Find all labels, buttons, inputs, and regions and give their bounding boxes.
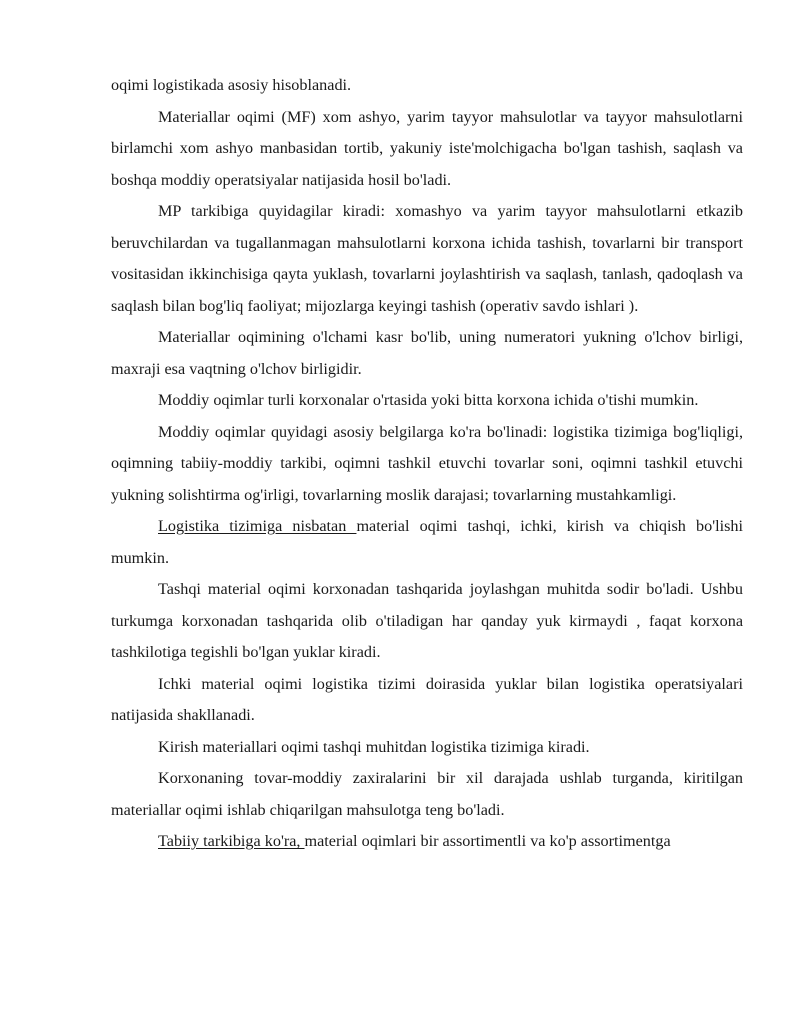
paragraph-10: Kirish materiallari oqimi tashqi muhitdan logistika tizimiga kiradi. [158,737,590,756]
underlined-phrase: Tabiiy tarkibiga ko'ra, [158,832,305,850]
paragraph-12: Tabiiy tarkibiga ko'ra, material oqimlari bir assortimentli va ko'p assortimentga [158,832,671,850]
paragraph-5: Moddiy oqimlar turli korxonalar o'rtasida yoki bitta korxona ichida o'tishi mumkin. [158,391,699,409]
underlined-phrase: Logistika tizimiga nisbatan [158,517,357,535]
paragraph-2: Materiallar oqimi (MF) xom ashyo, yarim tayyor mahsulotlar va tayyor mahsulotlarni birlamchi xom ashyo manbasidan tortib, yakuniy iste'molchigacha bo'lgan tashish, saqlash va boshqa moddiy operatsiyalar natijasida hosil bo'ladi. [111,107,743,189]
paragraph-7: Logistika tizimiga nisbatan material oqimi tashqi, ichki, kirish va chiqish bo'lishi mumkin. [111,517,743,567]
paragraph-1: oqimi logistikada asosiy hisoblanadi. [111,76,352,94]
paragraph-8: Tashqi material oqimi korxonadan tashqarida joylashgan muhitda sodir bo'ladi. Ushbu turkumga korxonadan tashqarida olib o'tiladigan har qanday yuk kirmaydi , faqat korxona tashkilotiga tegishli bo'lgan yuklar kiradi. [111,580,743,661]
paragraph-3: MP tarkibiga quyidagilar kiradi: xomashyo va yarim tayyor mahsulotlarni etkazib beruvchilardan va tugallanmagan mahsulotlarni korxona ichida tashish, tovarlarni bir transport vositasidan ikkinchisiga qayta yuklash, tovarlarni joylashtirish va saqlash, tanlash, qadoqlash va saqlash bilan bog'liq faoliyat; mijozlarga keyingi tashish (operativ savdo ishlari ). [111,202,743,315]
paragraph-6: Moddiy oqimlar quyidagi asosiy belgilarga ko'ra bo'linadi: logistika tizimiga bog'liqligi, oqimning tabiiy-moddiy tarkibi, oqimni tashkil etuvchi tovarlar soni, oqimni tashkil etuvchi yukning solishtirma og'irligi, tovarlarning moslik darajasi; tovarlarning mustahkamligi. [111,422,743,504]
document-page [111,70,743,858]
paragraph-11: Korxonaning tovar-moddiy zaxiralarini bir xil darajada ushlab turganda, kiritilgan materiallar oqimi ishlab chiqarilgan mahsulotga teng bo'ladi. [111,769,743,819]
paragraph-4: Materiallar oqimining o'lchami kasr bo'lib, uning numeratori yukning o'lchov birligi, maxraji esa vaqtning o'lchov birligidir. [111,328,743,378]
paragraph-9: Ichki material oqimi logistika tizimi doirasida yuklar bilan logistika operatsiyalari natijasida shakllanadi. [111,674,743,724]
